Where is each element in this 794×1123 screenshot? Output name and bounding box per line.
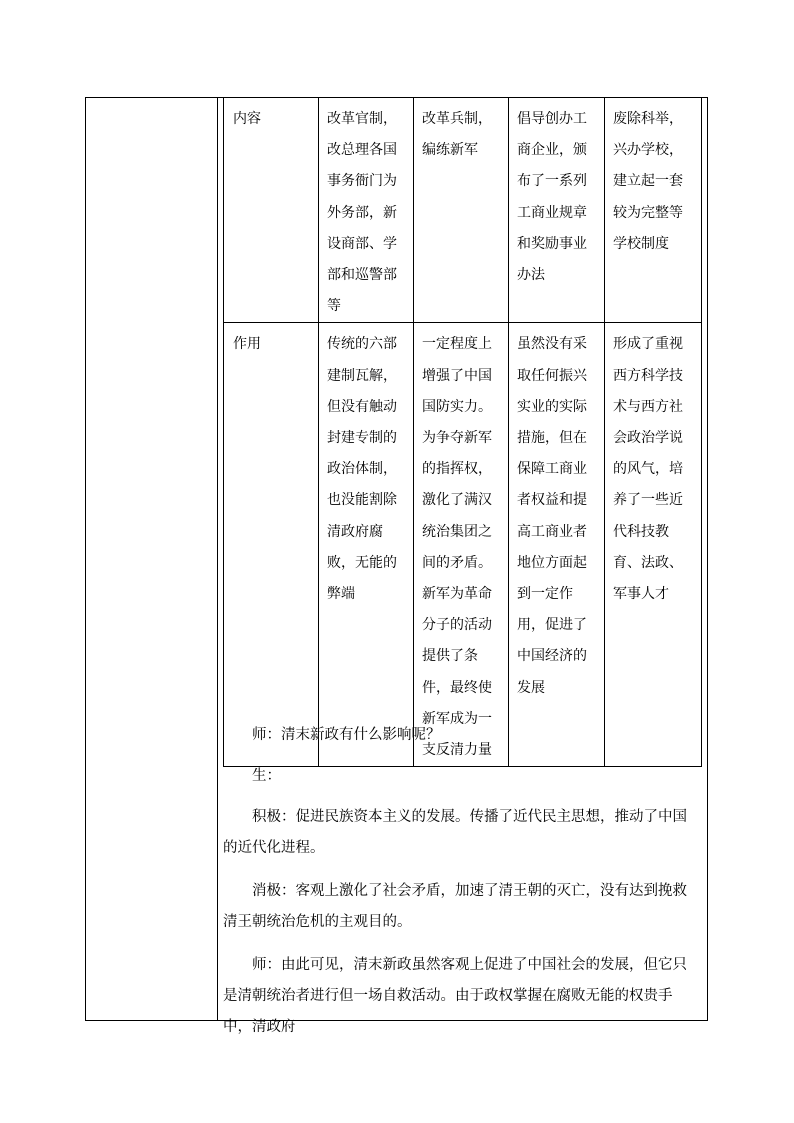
teacher-conclusion: 师：由此可见，清末新政虽然客观上促进了中国社会的发展，但它只是清朝统治者进行但一场自救活动。由于政权掌握在腐败无能的权贵手中，清政府 bbox=[223, 957, 687, 1035]
teacher-question: 师：清末新政有什么影响呢？ bbox=[252, 727, 441, 743]
cell-content-economy: 倡导创办工商企业，颁布了一系列工商业规章和奖励事业办法 bbox=[509, 98, 605, 323]
row-header-content: 内容 bbox=[224, 98, 319, 323]
cell-content-education: 废除科举，兴办学校，建立起一套较为完整等学校制度 bbox=[605, 98, 702, 323]
cell-effect-education: 形成了重视西方科学技术与西方社会政治学说的风气，培养了一些近代科技教育、法政、军事人才 bbox=[605, 323, 702, 767]
reform-table bbox=[223, 98, 702, 767]
positive-impact: 积极：促进民族资本主义的发展。传播了近代民主思想，推动了中国的近代化进程。 bbox=[223, 809, 687, 856]
table-row-content bbox=[224, 98, 702, 323]
negative-impact: 消极：客观上激化了社会矛盾，加速了清王朝的灭亡，没有达到挽救清王朝统治危机的主观目的。 bbox=[223, 883, 687, 930]
cell-effect-officialdom: 传统的六部建制瓦解，但没有触动封建专制的政治体制，也没能割除清政府腐败，无能的弊端 bbox=[319, 323, 414, 767]
row-header-effect: 作用 bbox=[224, 323, 319, 767]
cell-content-officialdom: 改革官制，改总理各国事务衙门为外务部，新设商部、学部和巡警部等 bbox=[319, 98, 414, 323]
cell-effect-military: 一定程度上增强了中国国防实力。为争夺新军的指挥权，激化了满汉统治集团之间的矛盾。新军为革命分子的活动提供了条件，最终使新军成为一支反清力量 bbox=[414, 323, 509, 767]
cell-effect-economy: 虽然没有采取任何振兴实业的实际措施，但在保障工商业者权益和提高工商业者地位方面起到一定作用，促进了中国经济的发展 bbox=[509, 323, 605, 767]
lesson-plan-table bbox=[85, 97, 708, 1035]
table-row-effect bbox=[224, 323, 702, 767]
left-column bbox=[86, 98, 218, 1020]
dialogue-text bbox=[223, 720, 701, 1055]
cell-content-military: 改革兵制，编练新军 bbox=[414, 98, 509, 323]
student-label: 生： bbox=[252, 768, 281, 784]
